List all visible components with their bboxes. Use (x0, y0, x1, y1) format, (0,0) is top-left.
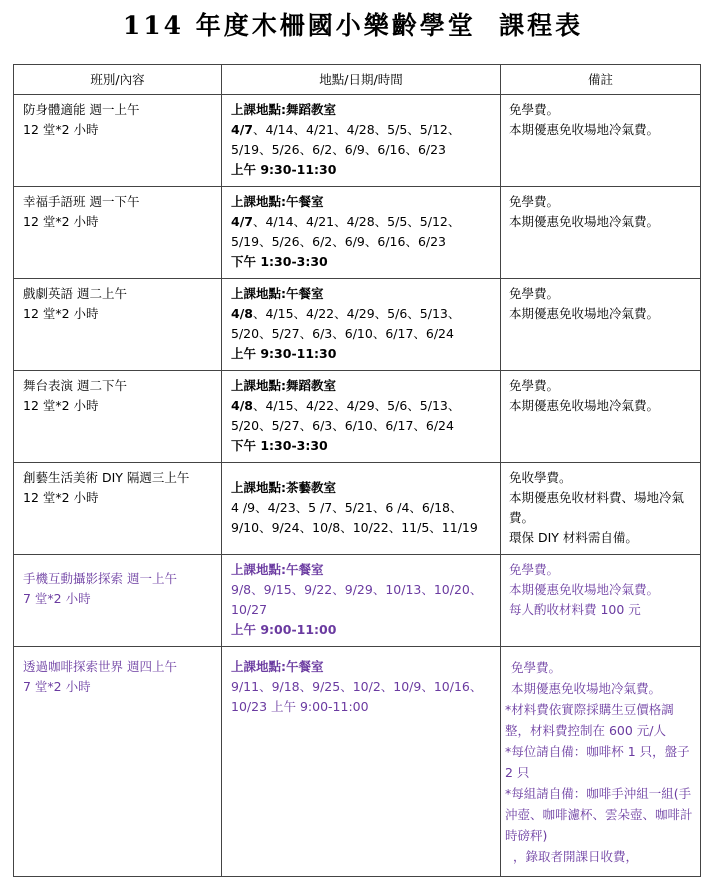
class-cell (14, 279, 222, 371)
schedule-cell (222, 187, 501, 279)
note: 免學費。 (509, 562, 560, 577)
table-row (14, 187, 701, 279)
class-name: 戲劇英語 週二上午 (23, 286, 127, 301)
location: 上課地點:午餐室 (231, 194, 324, 209)
note: 免學費。 (509, 102, 560, 117)
table-header-row (14, 65, 701, 95)
course-schedule-table (13, 64, 701, 877)
class-name: 創藝生活美術 DIY 隔週三上午 (23, 470, 190, 485)
class-sessions: 12 堂*2 小時 (23, 306, 99, 321)
dates: 、4/14、4/21、4/28、5/5、5/12、 (252, 214, 461, 229)
dates: 9/10、9/24、10/8、10/22、11/5、11/19 (231, 520, 478, 535)
note: *每組請自備：咖啡手沖組一組(手沖壺、咖啡濾杯、雲朵壺、咖啡計時磅秤) (505, 786, 693, 843)
dates: 5/20、5/27、6/3、6/10、6/17、6/24 (231, 418, 454, 433)
class-cell (14, 555, 222, 647)
note: 免學費。 (509, 286, 560, 301)
note: *每位請自備：咖啡杯 1 只，盤子 2 只 (505, 744, 690, 780)
first-date: 4/7 (231, 214, 253, 229)
class-cell (14, 187, 222, 279)
class-sessions: 7 堂*2 小時 (23, 591, 91, 606)
dates: 10/27 (231, 602, 268, 617)
note: 免學費。 (511, 660, 562, 675)
note: 本期優惠免收材料費、場地冷氣費。 (509, 490, 685, 525)
location: 上課地點:午餐室 (231, 659, 324, 674)
notes-cell (501, 187, 701, 279)
table-row (14, 463, 701, 555)
notes-cell (501, 463, 701, 555)
first-date: 4/8 (231, 398, 253, 413)
schedule-cell (222, 279, 501, 371)
class-sessions: 12 堂*2 小時 (23, 214, 99, 229)
class-sessions: 12 堂*2 小時 (23, 398, 99, 413)
first-date: 4/8 (231, 306, 253, 321)
dates: 5/19、5/26、6/2、6/9、6/16、6/23 (231, 142, 447, 157)
location: 上課地點:午餐室 (231, 286, 324, 301)
note: ，錄取者開課日收費， (513, 849, 639, 864)
note: 環保 DIY 材料需自備。 (509, 530, 638, 545)
dates: 、4/15、4/22、4/29、5/6、5/13、 (252, 306, 461, 321)
header-notes: 備註 (501, 65, 701, 95)
dates: 4 /9、4/23、5 /7、5/21、6 /4、6/18、 (231, 500, 463, 515)
note: 本期優惠免收場地冷氣費。 (509, 398, 660, 413)
schedule-cell (222, 371, 501, 463)
dates: 10/23 上午 9:00-11:00 (231, 699, 369, 714)
schedule-cell (222, 647, 501, 877)
table-row (14, 647, 701, 877)
notes-cell (501, 279, 701, 371)
class-cell (14, 371, 222, 463)
class-name: 手機互動攝影探索 週一上午 (23, 571, 177, 586)
notes-cell (501, 371, 701, 463)
table-row (14, 95, 701, 187)
dates: 9/8、9/15、9/22、9/29、10/13、10/20、 (231, 582, 483, 597)
note: 本期優惠免收場地冷氣費。 (509, 582, 660, 597)
table-row (14, 279, 701, 371)
table-row (14, 371, 701, 463)
time: 下午 1:30-3:30 (231, 254, 328, 269)
header-location-date-time: 地點/日期/時間 (222, 65, 501, 95)
notes-cell (501, 647, 701, 877)
class-sessions: 12 堂*2 小時 (23, 122, 99, 137)
note: 本期優惠免收場地冷氣費。 (509, 306, 660, 321)
note: 每人酌收材料費 100 元 (509, 602, 641, 617)
class-name: 透過咖啡探索世界 週四上午 (23, 659, 177, 674)
time: 上午 9:00-11:00 (231, 622, 337, 637)
dates: 5/20、5/27、6/3、6/10、6/17、6/24 (231, 326, 454, 341)
location: 上課地點:舞蹈教室 (231, 102, 336, 117)
header-class: 班別/內容 (14, 65, 222, 95)
location: 上課地點:茶藝教室 (231, 480, 336, 495)
note: *材料費依實際採購生豆價格調整，材料費控制在 600 元/人 (505, 702, 674, 738)
time: 下午 1:30-3:30 (231, 438, 328, 453)
class-cell (14, 647, 222, 877)
schedule-cell (222, 95, 501, 187)
notes-cell (501, 555, 701, 647)
first-date: 4/7 (231, 122, 253, 137)
time: 上午 9:30-11:30 (231, 346, 337, 361)
location: 上課地點:舞蹈教室 (231, 378, 336, 393)
location: 上課地點:午餐室 (231, 562, 324, 577)
note: 免學費。 (509, 194, 560, 209)
dates: 、4/15、4/22、4/29、5/6、5/13、 (252, 398, 461, 413)
note: 免學費。 (509, 378, 560, 393)
note: 免收學費。 (509, 470, 572, 485)
class-cell (14, 463, 222, 555)
dates: 9/11、9/18、9/25、10/2、10/9、10/16、 (231, 679, 483, 694)
class-name: 幸福手語班 週一下午 (23, 194, 140, 209)
class-cell (14, 95, 222, 187)
note: 本期優惠免收場地冷氣費。 (511, 681, 662, 696)
class-name: 防身體適能 週一上午 (23, 102, 140, 117)
class-sessions: 7 堂*2 小時 (23, 679, 91, 694)
schedule-cell (222, 463, 501, 555)
schedule-cell (222, 555, 501, 647)
note: 本期優惠免收場地冷氣費。 (509, 214, 660, 229)
notes-cell (501, 95, 701, 187)
page-title: 114 年度木柵國小樂齡學堂 課程表 (122, 11, 584, 40)
dates: 、4/14、4/21、4/28、5/5、5/12、 (252, 122, 461, 137)
table-row (14, 555, 701, 647)
time: 上午 9:30-11:30 (231, 162, 337, 177)
dates: 5/19、5/26、6/2、6/9、6/16、6/23 (231, 234, 447, 249)
class-name: 舞台表演 週二下午 (23, 378, 127, 393)
class-sessions: 12 堂*2 小時 (23, 490, 99, 505)
note: 本期優惠免收場地冷氣費。 (509, 122, 660, 137)
